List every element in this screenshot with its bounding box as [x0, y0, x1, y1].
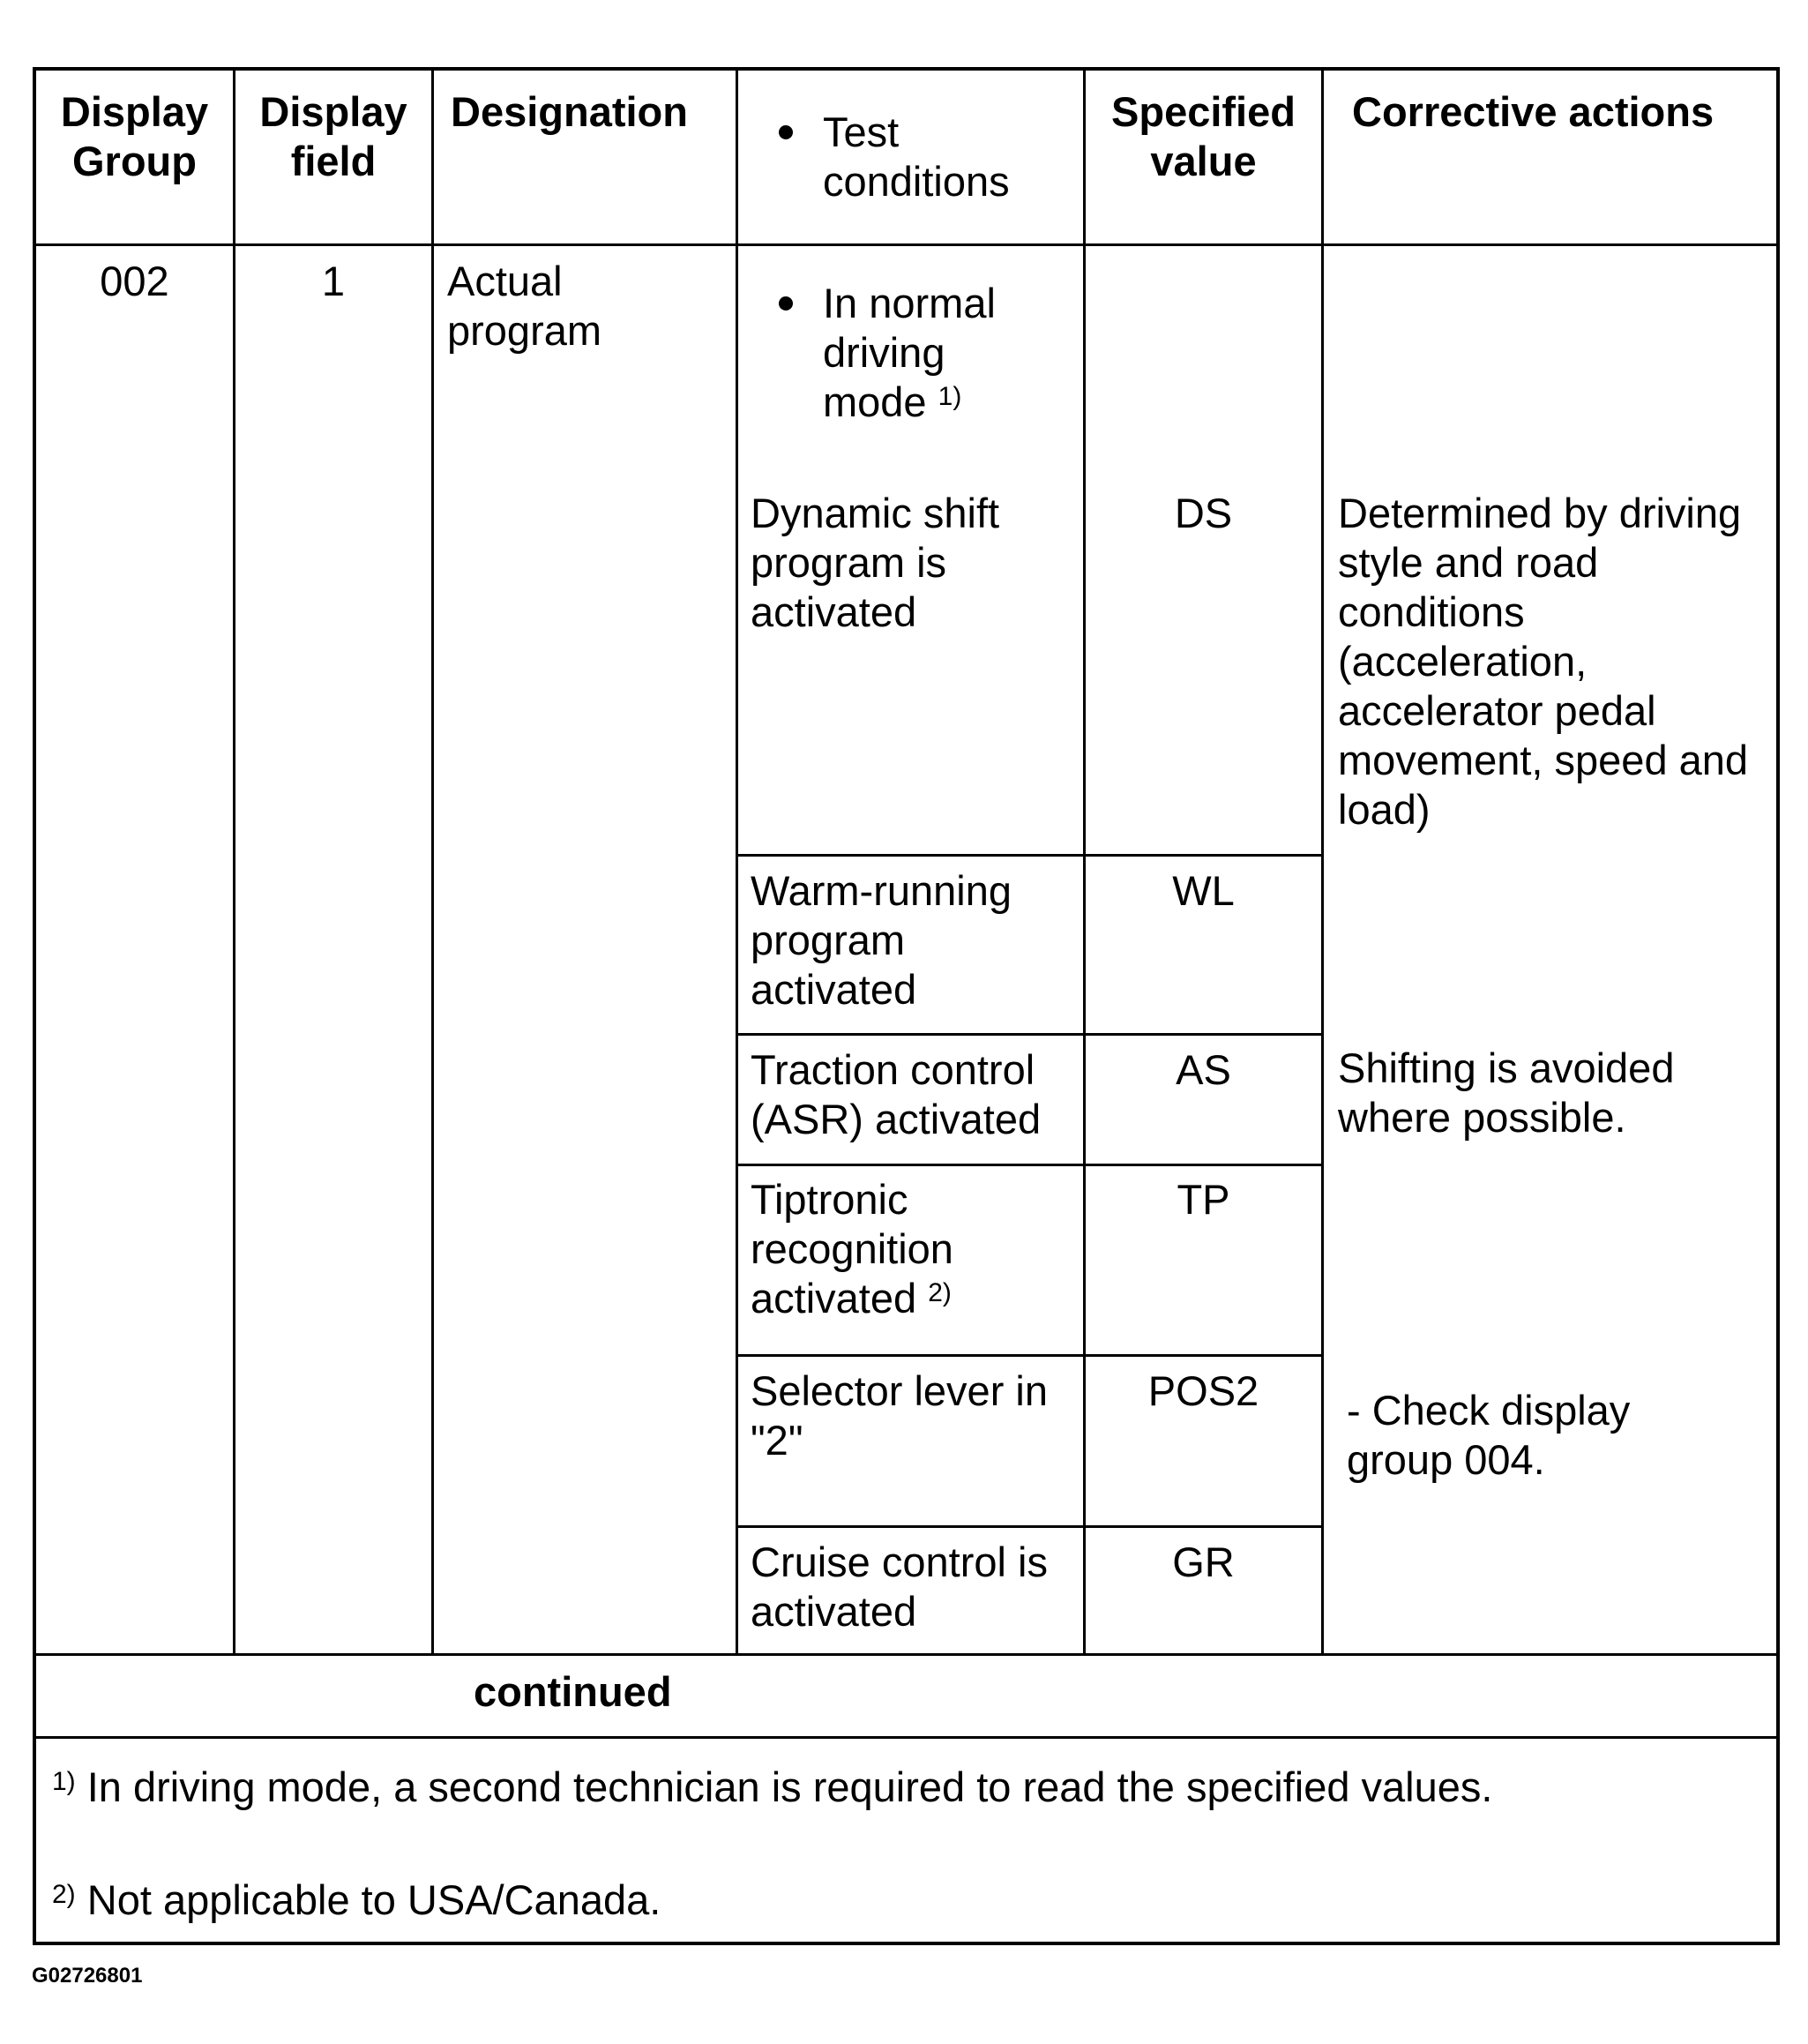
bullet-icon [779, 125, 793, 139]
row-divider [736, 1164, 1324, 1166]
footnote: $^{2)}$ Not applicable to USA/Canada. [52, 1876, 661, 1923]
footnote-divider [36, 1736, 1776, 1739]
specified-value: POS2 [1147, 1367, 1259, 1414]
specified-value: GR [1172, 1539, 1235, 1585]
image-id: G02726801 [32, 1964, 143, 1988]
footnote: $^{1)}$ In driving mode, a second technician is required to read the specified values. [52, 1763, 1493, 1810]
footnote-mark: 1) [938, 382, 962, 411]
column-divider [431, 71, 434, 1654]
header-display-group: Display Group [60, 88, 209, 184]
row-divider [736, 1354, 1324, 1357]
header-test-conditions: Test conditions [823, 109, 1010, 205]
row-divider [736, 1033, 1324, 1036]
bullet-icon [779, 296, 793, 311]
column-divider [736, 71, 738, 1654]
condition-label: Warm-running program activated [751, 867, 1012, 1013]
condition-label: Cruise control is activated [751, 1539, 1048, 1635]
row-divider [736, 1525, 1324, 1528]
row-divider [736, 854, 1324, 857]
specified-value: WL [1172, 867, 1235, 914]
continued-label: continued [474, 1668, 672, 1715]
corrective-action-text: Shifting is avoided where possible. [1338, 1044, 1675, 1141]
corrective-action-text: Determined by driving style and road conditions (acceleration, accelerator pedal movement, speed and load) [1338, 490, 1749, 833]
cell-designation: Actual program [447, 258, 602, 354]
specified-value: AS [1176, 1046, 1231, 1093]
condition-label: Traction control (ASR) activated [751, 1046, 1042, 1142]
footnote-mark: 1) [52, 1767, 76, 1796]
continued-divider [36, 1653, 1776, 1656]
column-divider [233, 71, 235, 1654]
specified-value: TP [1177, 1176, 1230, 1223]
header-divider [36, 243, 1776, 246]
condition-label: Tiptronic recognition activated $^{2)}$ [751, 1176, 953, 1321]
footnote-mark: 2) [928, 1278, 952, 1307]
cell-display-group: 002 [100, 258, 169, 304]
footnote-mark: 2) [52, 1880, 76, 1909]
header-corrective-actions: Corrective actions [1352, 88, 1715, 135]
header-display-field: Display field [259, 88, 407, 184]
cell-display-field: 1 [321, 258, 346, 304]
corrective-action-text: - Check display group 004. [1347, 1387, 1631, 1483]
condition-label: Dynamic shift program is activated [751, 490, 1000, 635]
condition-label: Selector lever in "2" [751, 1367, 1048, 1464]
condition-normal-driving: In normal driving mode $^{1)}$ [823, 280, 996, 425]
column-divider [1083, 71, 1086, 1654]
header-designation: Designation [451, 88, 688, 135]
specified-value: DS [1174, 490, 1233, 536]
header-specified-value: Specified value [1111, 88, 1296, 184]
column-divider [1321, 71, 1324, 1654]
specification-table [33, 67, 1780, 1945]
